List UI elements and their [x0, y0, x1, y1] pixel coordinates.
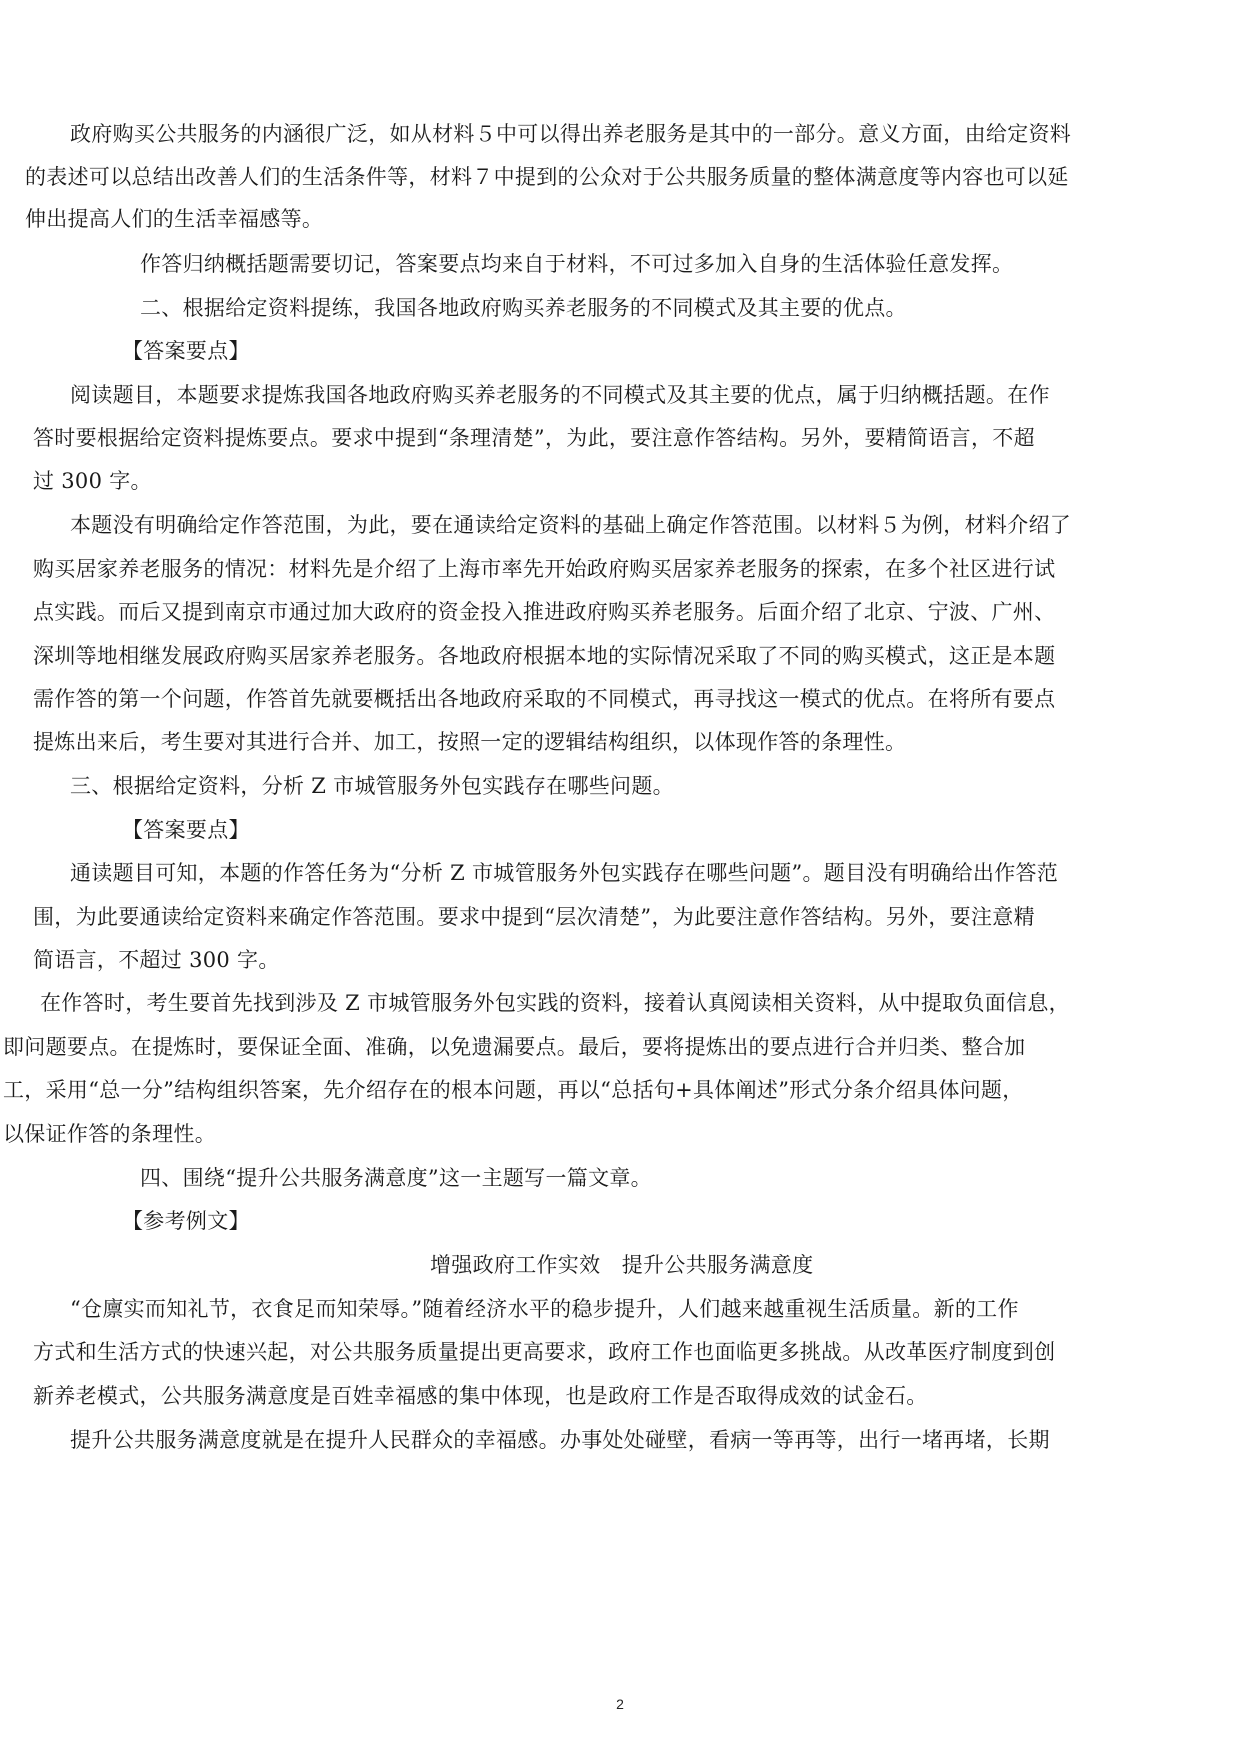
text-line-19: 围，为此要通读给定资料来确定作答范围。要求中提到“层次清楚”，为此要注意作答结构。另外，要注意精 — [33, 905, 1035, 929]
text-line-9: 过 300 字。 — [33, 469, 152, 493]
text-line-10: 本题没有明确给定作答范围，为此，要在通读给定资料的基础上确定作答范围。以材料５为例，材料介绍了 — [70, 513, 1072, 537]
text-line-30: 新养老模式，公共服务满意度是百姓幸福感的集中体现，也是政府工作是否取得成效的试金石。 — [33, 1384, 928, 1408]
page-number: 2 — [616, 1696, 624, 1712]
question-4-heading: 四、围绕“提升公共服务满意度”这一主题写一篇文章。 — [140, 1166, 652, 1190]
question-3-heading: 三、根据给定资料，分析 Z 市城管服务外包实践存在哪些问题。 — [70, 774, 674, 798]
text-line-7: 阅读题目，本题要求提炼我国各地政府购买养老服务的不同模式及其主要的优点，属于归纳概括题。在作 — [70, 383, 1050, 407]
text-line-21: 在作答时，考生要首先找到涉及 Z 市城管服务外包实践的资料，接着认真阅读相关资料，从中提取负面信息， — [40, 991, 1070, 1015]
text-line-24: 以保证作答的条理性。 — [3, 1122, 216, 1146]
essay-title: 增强政府工作实效 提升公共服务满意度 — [430, 1253, 814, 1277]
text-line-8: 答时要根据给定资料提炼要点。要求中提到“条理清楚”，为此，要注意作答结构。另外，要精简语言，不超 — [33, 426, 1035, 450]
text-line-15: 提炼出来后，考生要对其进行合并、加工，按照一定的逻辑结构组织，以体现作答的条理性。 — [33, 730, 907, 754]
text-line-3: 伸出提高人们的生活幸福感等。 — [25, 207, 324, 231]
reference-essay-label: 【参考例文】 — [122, 1209, 250, 1233]
text-line-11: 购买居家养老服务的情况：材料先是介绍了上海市率先开始政府购买居家养老服务的探索，在多个社区进行试 — [33, 557, 1056, 581]
text-line-31: 提升公共服务满意度就是在提升人民群众的幸福感。办事处处碰壁，看病一等再等，出行一堵再堵，长期 — [70, 1428, 1050, 1452]
text-line-29: 方式和生活方式的快速兴起，对公共服务质量提出更高要求，政府工作也面临更多挑战。从改革医疗制度到创 — [33, 1340, 1056, 1364]
text-line-13: 深圳等地相继发展政府购买居家养老服务。各地政府根据本地的实际情况采取了不同的购买模式，这正是本题 — [33, 644, 1056, 668]
answer-key-label-1: 【答案要点】 — [122, 339, 250, 363]
text-line-23: 工，采用“总一分”结构组织答案，先介绍存在的根本问题，再以“总括句+具体阐述”形式分条介绍具体问题， — [3, 1078, 1024, 1102]
text-line-18: 通读题目可知，本题的作答任务为“分析 Z 市城管服务外包实践存在哪些问题”。题目没有明确给出作答范 — [70, 861, 1059, 885]
question-2-heading: 二、根据给定资料提练，我国各地政府购买养老服务的不同模式及其主要的优点。 — [140, 296, 907, 320]
text-line-1: 政府购买公共服务的内涵很广泛，如从材料５中可以得出养老服务是其中的一部分。意义方面，由给定资料 — [70, 122, 1072, 146]
answer-key-label-2: 【答案要点】 — [122, 818, 250, 842]
text-line-4: 作答归纳概括题需要切记，答案要点均来自于材料，不可过多加入自身的生活体验任意发挥。 — [140, 252, 1014, 276]
text-line-22: 即问题要点。在提炼时，要保证全面、准确，以免遗漏要点。最后，要将提炼出的要点进行合并归类、整合加 — [3, 1035, 1026, 1059]
text-line-20: 简语言，不超过 300 字。 — [33, 948, 280, 972]
text-line-28: “仓廪实而知礼节，衣食足而知荣辱。”随着经济水平的稳步提升，人们越来越重视生活质量。新的工作 — [70, 1297, 1019, 1321]
text-line-2: 的表述可以总结出改善人们的生活条件等，材料７中提到的公众对于公共服务质量的整体满意度等内容也可以延 — [25, 165, 1069, 189]
text-line-14: 需作答的第一个问题，作答首先就要概括出各地政府采取的不同模式，再寻找这一模式的优点。在将所有要点 — [33, 687, 1056, 711]
text-line-12: 点实践。而后又提到南京市通过加大政府的资金投入推进政府购买养老服务。后面介绍了北京、宁波、广州、 — [33, 600, 1056, 624]
